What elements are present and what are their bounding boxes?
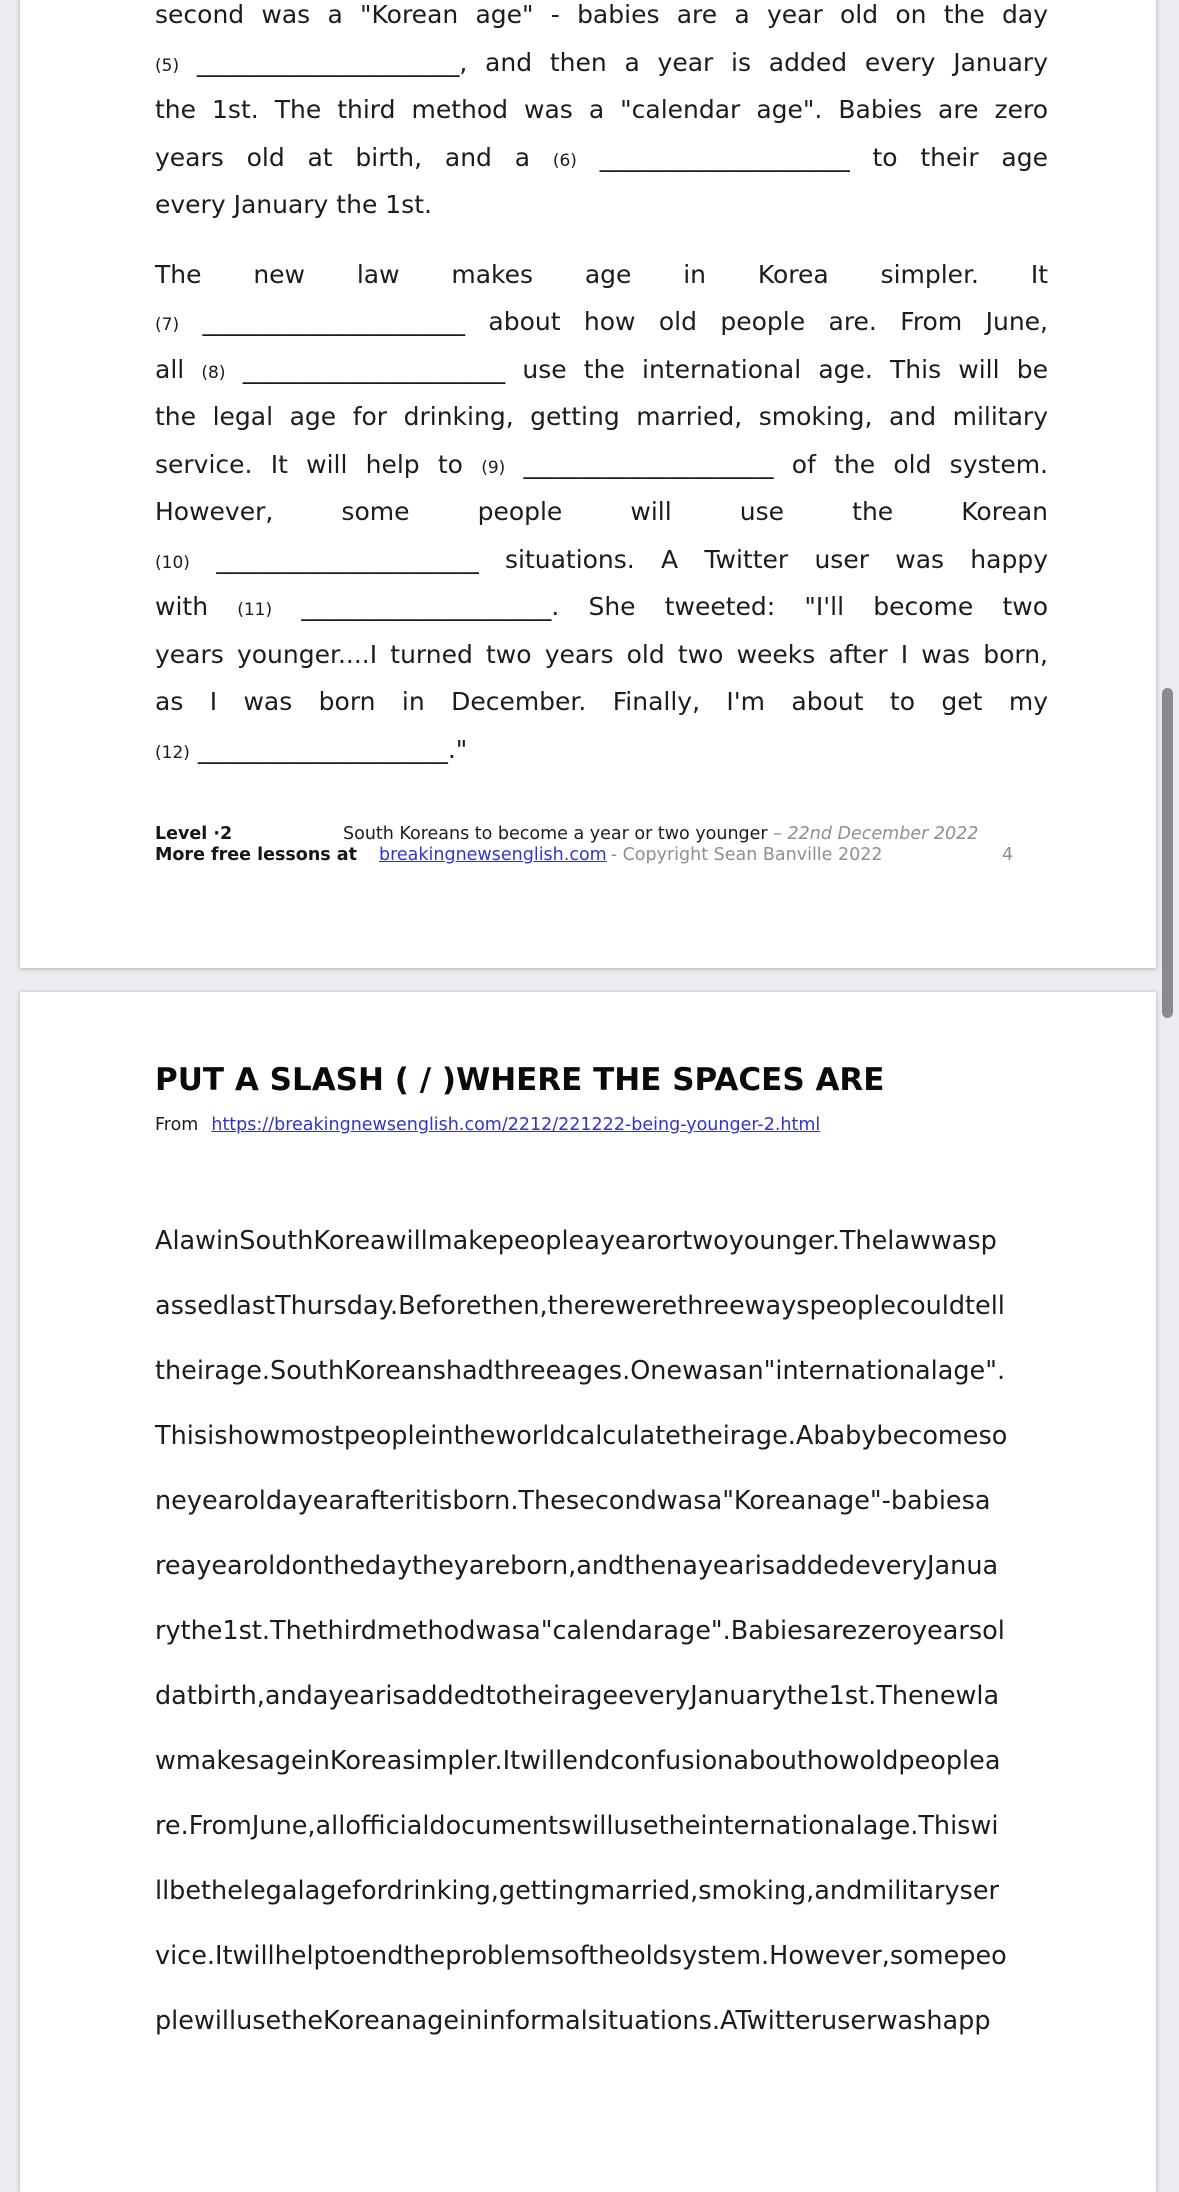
text-segment: However, some people will use the Korean — [155, 497, 1048, 526]
run-on-line: theirage.SouthKoreanshadthreeages.Onewasan"internationalage". — [155, 1356, 1006, 1386]
page-footer-line-2 — [155, 845, 1014, 866]
text-segment: every January the 1st. — [155, 190, 432, 219]
text-segment — [272, 592, 301, 621]
text-segment — [190, 545, 216, 574]
run-on-text — [155, 1209, 1070, 2054]
blank-number: (8) — [201, 362, 226, 383]
text-line — [155, 726, 1048, 774]
answer-blank: ____________________ — [599, 142, 850, 172]
text-segment: to their age — [849, 142, 1048, 172]
lesson-date: – 22nd December 2022 — [773, 824, 979, 844]
blank-number: (11) — [237, 600, 273, 620]
level-label: Level ·2 — [155, 824, 233, 844]
more-lessons-label: More free lessons at — [155, 845, 357, 865]
run-on-line: neyearoldayearafteritisborn.Thesecondwasa"Koreanage"-babiesa — [155, 1486, 991, 1516]
blank-number: (10) — [155, 552, 190, 573]
blank-number: (7) — [155, 315, 180, 335]
text-segment: ." — [447, 734, 468, 764]
run-on-line: vice.Itwillhelptoendtheproblemsoftheoldsystem.However,somepeo — [155, 1941, 1007, 1971]
blank-number: (6) — [552, 150, 577, 171]
run-on-line: AlawinSouthKoreawillmakepeopleayearortwoyounger.Thelawwasp — [155, 1226, 997, 1256]
answer-blank: _____________________ — [242, 354, 506, 384]
text-line — [155, 298, 1048, 346]
text-line — [155, 583, 1048, 631]
source-line — [155, 1115, 820, 1136]
copyright-text: - Copyright Sean Banville 2022 — [610, 845, 883, 865]
page-number: 4 — [1002, 845, 1014, 865]
run-on-line: re.FromJune,allofficialdocumentswillusetheinternationalage.Thiswi — [155, 1811, 999, 1841]
text-segment — [505, 450, 523, 479]
text-segment: about how old people are. From June, — [464, 307, 1048, 336]
lesson-title: South Koreans to become a year or two younger – 22nd December 2022 — [343, 824, 979, 844]
answer-blank: ____________________ — [523, 449, 774, 479]
text-segment — [226, 355, 243, 384]
exercise-heading: PUT A SLASH ( / )WHERE THE SPACES ARE — [155, 1062, 885, 1098]
run-on-line: datbirth,andayearisaddedtotheirageeveryJanuarythe1st.Thenewla — [155, 1681, 1000, 1711]
text-segment — [179, 307, 202, 336]
run-on-line: Thisishowmostpeopleintheworldcalculatetheirage.Ababybecomeso — [155, 1421, 1008, 1451]
source-url-link[interactable]: https://breakingnewsenglish.com/2212/221222-being-younger-2.html — [211, 1115, 821, 1135]
text-line — [155, 0, 1048, 39]
run-on-line: assedlastThursday.Beforethen,therewerethreewayspeoplecouldtell — [155, 1291, 1005, 1321]
run-on-line: wmakesageinKoreasimpler.Itwillendconfusionabouthowoldpeoplea — [155, 1746, 1001, 1776]
text-line — [155, 134, 1048, 182]
gap-fill-paragraph-1 — [155, 0, 1048, 229]
run-on-line: llbethelegalagefordrinking,gettingmarried,smoking,andmilitaryser — [155, 1876, 1000, 1906]
text-line — [155, 251, 1048, 299]
run-on-line: reayearoldonthedaytheyareborn,andthenayearisaddedeveryJanua — [155, 1551, 999, 1581]
text-line — [155, 441, 1048, 489]
text-line — [155, 536, 1048, 584]
breakingnewsenglish-link[interactable]: breakingnewsenglish.com — [378, 845, 607, 865]
blank-number: (9) — [481, 457, 506, 478]
text-segment: years old at birth, and a — [155, 142, 553, 172]
text-segment — [179, 48, 197, 77]
answer-blank: _____________________ — [216, 544, 479, 574]
pdf-page-2 — [20, 992, 1156, 2192]
pdf-page-1 — [20, 0, 1156, 968]
text-segment: . She tweeted: "I'll become two — [551, 592, 1048, 621]
text-segment — [577, 143, 600, 172]
text-segment: years younger....I turned two years old two weeks after I was born, — [155, 639, 1048, 669]
text-line — [155, 86, 1048, 134]
text-segment: use the international age. This will be — [505, 354, 1048, 384]
text-segment: second was a "Korean age" - babies are a year old on the day — [155, 0, 1048, 29]
text-segment: of the old system. — [773, 449, 1048, 479]
text-line — [155, 181, 1048, 229]
text-segment: service. It will help to — [155, 449, 482, 479]
answer-blank: ____________________ — [197, 734, 448, 764]
answer-blank: _____________________ — [202, 307, 465, 336]
answer-blank: _____________________ — [196, 47, 460, 77]
text-segment: with — [155, 592, 238, 621]
text-line — [155, 346, 1048, 394]
answer-blank: ____________________ — [301, 592, 552, 621]
text-segment: the legal age for drinking, getting married, smoking, and military — [155, 402, 1048, 431]
text-line — [155, 39, 1048, 87]
text-segment: situations. A Twitter user was happy — [478, 544, 1049, 574]
text-segment: as I was born in December. Finally, I'm about to get my — [155, 687, 1048, 716]
text-line — [155, 631, 1048, 679]
from-label: From — [155, 1115, 199, 1135]
text-line — [155, 488, 1048, 536]
page-footer-line-1 — [155, 824, 979, 845]
text-segment — [190, 735, 198, 764]
gap-fill-paragraph-2 — [155, 251, 1048, 774]
run-on-line: rythe1st.Thethirdmethodwasa"calendarage".Babiesarezeroyearsol — [155, 1616, 1005, 1646]
text-segment: the 1st. The third method was a "calendar age". Babies are zero — [155, 95, 1048, 124]
run-on-line: plewillusetheKoreanageininformalsituations.ATwitteruserwashapp — [155, 2006, 991, 2036]
scrollbar-thumb[interactable] — [1162, 688, 1173, 1018]
text-segment: The new law makes age in Korea simpler. It — [155, 259, 1048, 289]
gap-fill-text — [155, 0, 1048, 773]
text-line — [155, 393, 1048, 441]
blank-number: (12) — [155, 742, 190, 763]
text-segment: all — [155, 354, 202, 384]
blank-number: (5) — [155, 55, 180, 76]
text-line — [155, 678, 1048, 726]
text-segment: , and then a year is added every January — [459, 47, 1048, 77]
